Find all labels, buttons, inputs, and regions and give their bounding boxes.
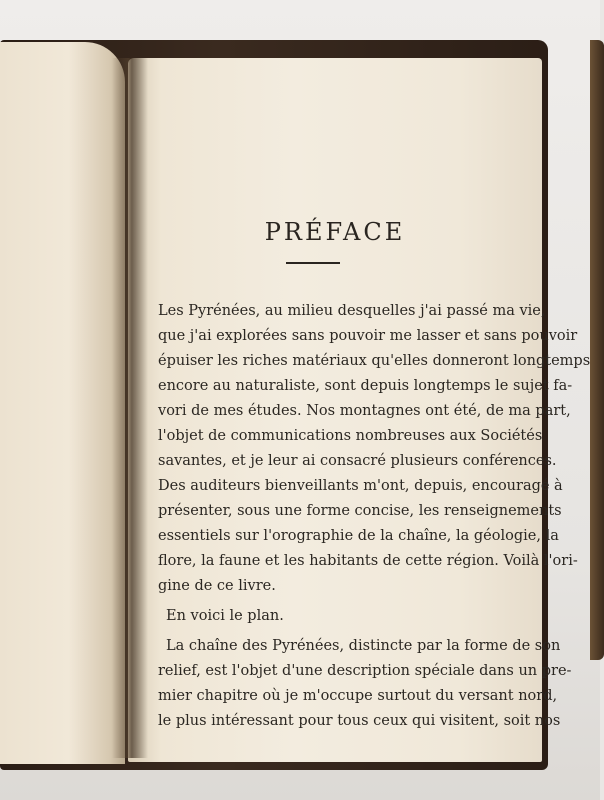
left-page <box>0 42 125 764</box>
text-line: En voici le plan. <box>166 608 284 624</box>
text-line: l'objet de communications nombreuses aux Sociétés <box>158 428 543 444</box>
text-line: essentiels sur l'orographie de la chaîne, la géologie, la <box>158 528 559 544</box>
text-line: Des auditeurs bienveillants m'ont, depuis, encouragé à <box>158 478 563 494</box>
text-line: vori de mes études. Nos montagnes ont été, de ma part, <box>158 403 571 419</box>
text-line: que j'ai explorées sans pouvoir me lasser et sans pouvoir <box>158 328 578 344</box>
text-line: gine de ce livre. <box>158 578 276 594</box>
book-cover-edge <box>590 40 604 660</box>
text-line: le plus intéressant pour tous ceux qui visitent, soit nos <box>158 713 561 729</box>
text-line: épuiser les riches matériaux qu'elles donneront longtemps <box>158 353 591 369</box>
title-rule <box>286 262 340 264</box>
page-title: PRÉFACE <box>264 218 406 246</box>
text-line: mier chapitre où je m'occupe surtout du versant nord, <box>158 688 558 704</box>
text-line: flore, la faune et les habitants de cette région. Voilà l'ori- <box>158 553 578 569</box>
text-line: Les Pyrénées, au milieu desquelles j'ai passé ma vie, <box>158 303 546 319</box>
text-line: relief, est l'objet d'une description spéciale dans un pre- <box>158 663 572 679</box>
text-line: encore au naturaliste, sont depuis longtemps le sujet fa- <box>158 378 573 394</box>
text-line: La chaîne des Pyrénées, distincte par la forme de son <box>166 638 561 654</box>
text-line: savantes, et je leur ai consacré plusieurs conférences. <box>158 453 557 469</box>
text-line: présenter, sous une forme concise, les renseignements <box>158 503 562 519</box>
book-gutter <box>112 58 148 758</box>
